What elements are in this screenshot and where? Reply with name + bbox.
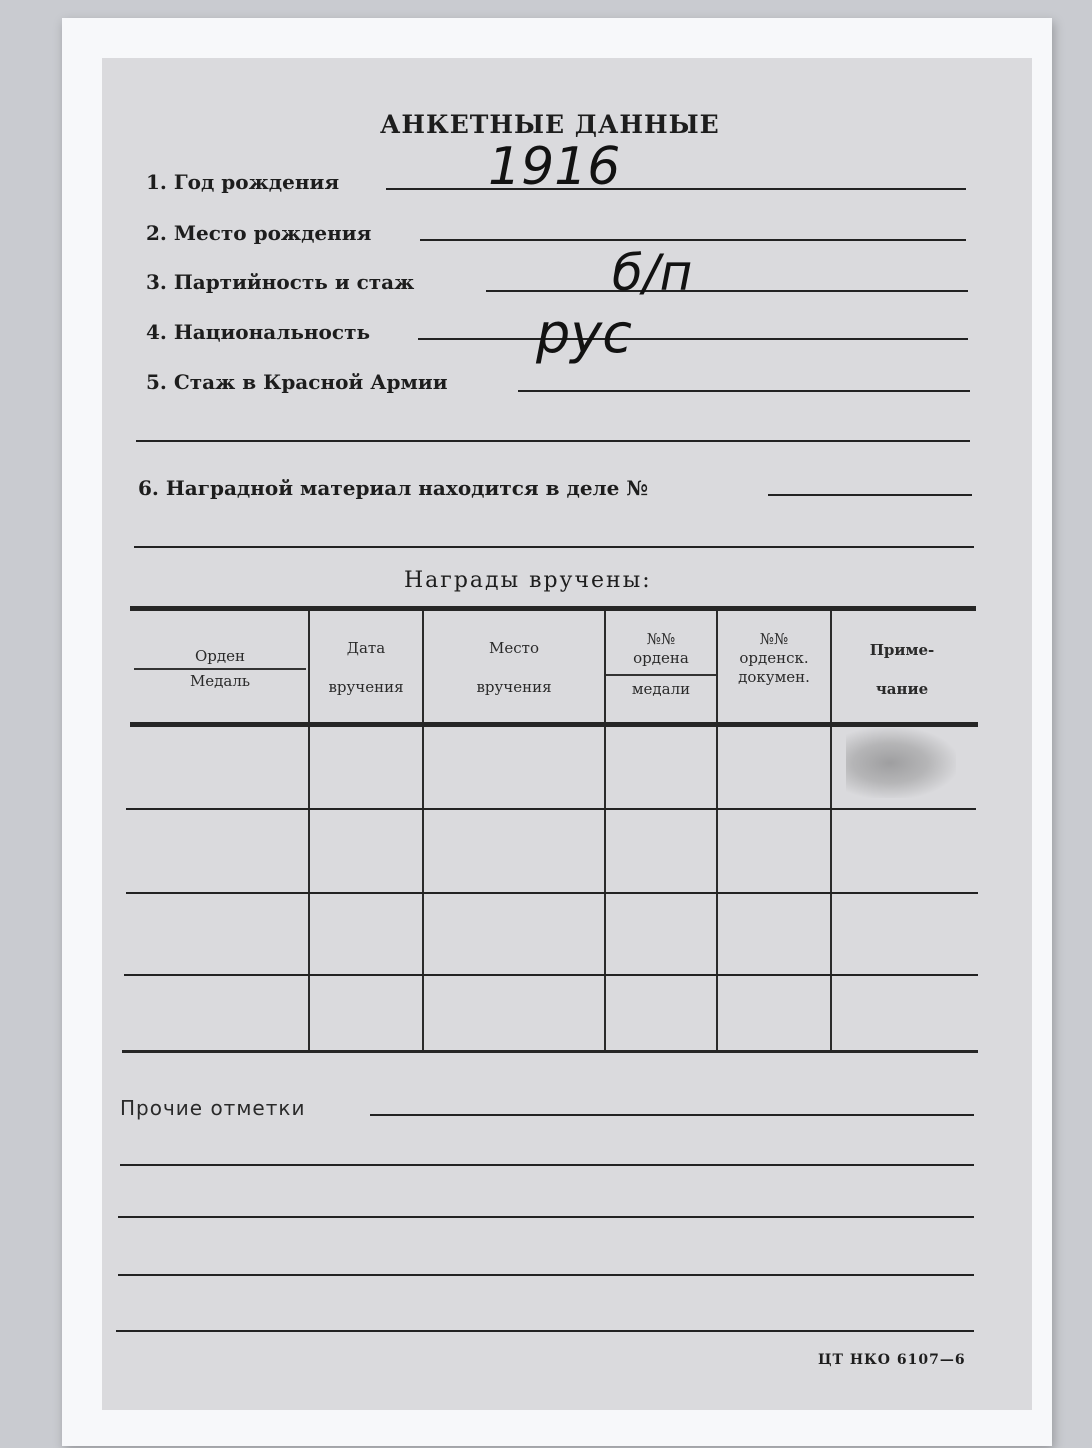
- col-header-date: [310, 638, 422, 698]
- other-notes-line: [116, 1330, 974, 1332]
- other-notes-line: [118, 1274, 974, 1276]
- svg-text:рус: рус: [536, 302, 632, 365]
- field-birth-year-value: [482, 128, 652, 198]
- award-material-label: 6. Наградной материал находится в деле №: [138, 476, 649, 500]
- col-header-order-number: [606, 630, 716, 699]
- field-party-label: 3. Партийность и стаж: [146, 270, 415, 294]
- col-header-order-top: Орден: [194, 647, 245, 665]
- table-row: [126, 808, 976, 810]
- field-army-service-label: 5. Стаж в Красной Армии: [146, 370, 448, 394]
- col-header-note-bottom: чание: [875, 680, 929, 698]
- award-material-line: [768, 494, 972, 496]
- award-material-line-2: [134, 546, 974, 548]
- field-army-service-line-2: [136, 440, 970, 442]
- col-header-note: [832, 640, 972, 700]
- stamp-smudge: [846, 728, 956, 798]
- field-nationality-line: [418, 338, 968, 340]
- field-birth-year-label: 1. Год рождения: [146, 170, 340, 194]
- other-notes-line: [118, 1216, 974, 1218]
- svg-text:1916: 1916: [488, 137, 621, 197]
- col-header-date-bottom: вручения: [328, 678, 404, 696]
- table-row: [126, 892, 978, 894]
- col-header-order-bottom: Медаль: [189, 672, 251, 690]
- col-header-doc-number: [718, 630, 830, 687]
- awards-table-bottom-border: [122, 1050, 978, 1053]
- col-header-note-top: Приме-: [869, 641, 935, 659]
- awards-title: Награды вручены:: [404, 568, 652, 593]
- svg-text:б/п: б/п: [612, 244, 693, 302]
- field-nationality-label: 4. Национальность: [146, 320, 371, 344]
- form-title: АНКЕТНЫЕ ДАННЫЕ: [380, 110, 720, 139]
- awards-table-header-border: [130, 722, 978, 727]
- col-header-doc-number-top: №№ орденск.: [739, 630, 809, 667]
- col-header-date-top: Дата: [346, 639, 386, 657]
- col-header-order-number-bottom: медали: [631, 680, 691, 698]
- col-header-order: [134, 646, 306, 692]
- awards-table-top-border: [130, 606, 976, 611]
- field-army-service-line: [518, 390, 970, 392]
- col-header-order-number-top: №№ ордена: [633, 630, 689, 667]
- other-notes-label: Прочие отметки: [120, 1096, 306, 1120]
- col-header-place: [424, 638, 604, 698]
- col-header-doc-number-bottom: докумен.: [738, 668, 810, 686]
- other-notes-line: [120, 1164, 974, 1166]
- footer-code: ЦТ НКО 6107—6: [818, 1352, 966, 1368]
- field-nationality-value: [530, 290, 690, 390]
- col-header-place-bottom: вручения: [476, 678, 552, 696]
- field-birthplace-label: 2. Место рождения: [146, 221, 372, 245]
- table-row: [124, 974, 978, 976]
- col-header-place-top: Место: [489, 639, 539, 657]
- other-notes-line: [370, 1114, 974, 1116]
- field-birth-year-line: [386, 188, 966, 190]
